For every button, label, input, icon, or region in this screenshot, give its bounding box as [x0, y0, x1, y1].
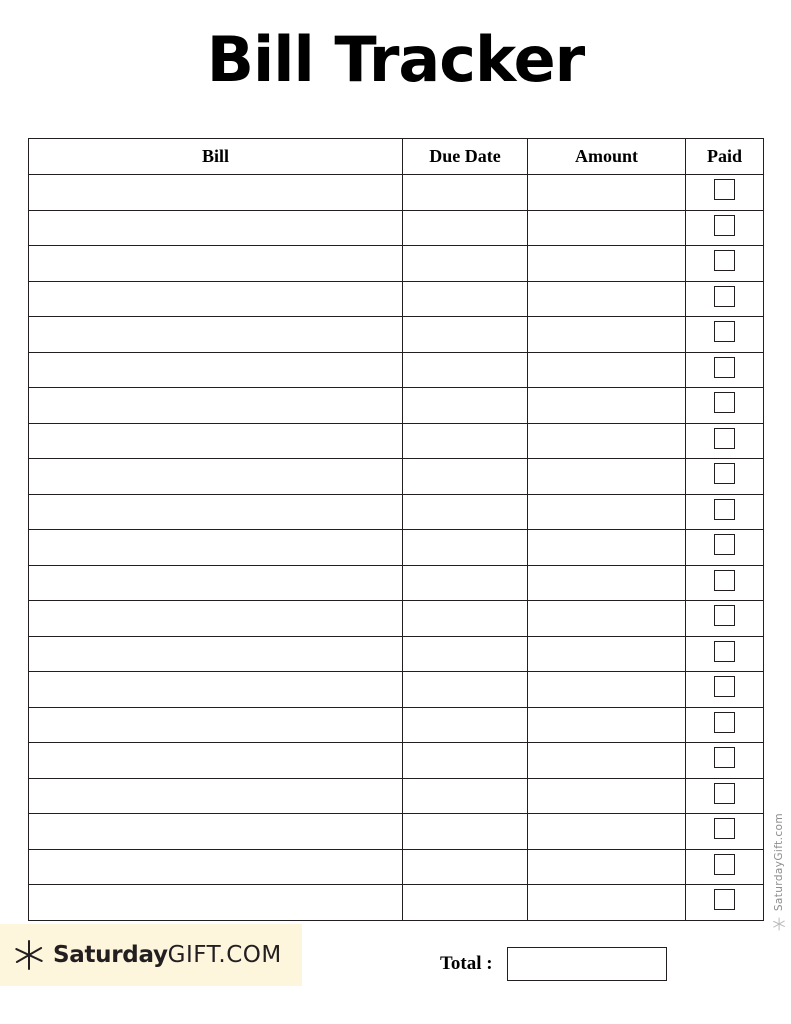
- cell-amount[interactable]: [528, 281, 686, 317]
- cell-bill[interactable]: [29, 246, 403, 282]
- table-row: [29, 494, 764, 530]
- table-row: [29, 175, 764, 211]
- cell-amount[interactable]: [528, 778, 686, 814]
- paid-checkbox[interactable]: [714, 250, 735, 271]
- cell-due-date[interactable]: [403, 210, 528, 246]
- table-row: [29, 210, 764, 246]
- paid-checkbox[interactable]: [714, 854, 735, 875]
- cell-due-date[interactable]: [403, 636, 528, 672]
- logo-text: [53, 942, 282, 968]
- table-row: [29, 707, 764, 743]
- table-row: [29, 636, 764, 672]
- cell-amount[interactable]: [528, 246, 686, 282]
- paid-checkbox[interactable]: [714, 357, 735, 378]
- cell-paid: [686, 352, 764, 388]
- cell-bill[interactable]: [29, 352, 403, 388]
- total-label: Total :: [440, 953, 493, 974]
- cell-due-date[interactable]: [403, 317, 528, 353]
- cell-paid: [686, 636, 764, 672]
- cell-due-date[interactable]: [403, 885, 528, 921]
- cell-bill[interactable]: [29, 814, 403, 850]
- table-row: [29, 885, 764, 921]
- paid-checkbox[interactable]: [714, 641, 735, 662]
- cell-bill[interactable]: [29, 423, 403, 459]
- cell-bill[interactable]: [29, 388, 403, 424]
- cell-due-date[interactable]: [403, 707, 528, 743]
- table-body: [29, 175, 764, 921]
- cell-due-date[interactable]: [403, 246, 528, 282]
- cell-amount[interactable]: [528, 210, 686, 246]
- column-header-bill: Bill: [29, 139, 403, 175]
- column-header-due-date: Due Date: [403, 139, 528, 175]
- cell-amount[interactable]: [528, 743, 686, 779]
- cell-bill[interactable]: [29, 743, 403, 779]
- total-row: [440, 947, 667, 981]
- cell-amount[interactable]: [528, 530, 686, 566]
- cell-due-date[interactable]: [403, 849, 528, 885]
- logo-text-s: S: [53, 942, 70, 968]
- cell-amount[interactable]: [528, 636, 686, 672]
- table-row: [29, 530, 764, 566]
- cell-due-date[interactable]: [403, 175, 528, 211]
- paid-checkbox[interactable]: [714, 215, 735, 236]
- cell-paid: [686, 175, 764, 211]
- table-row: [29, 317, 764, 353]
- cell-paid: [686, 423, 764, 459]
- cell-bill[interactable]: [29, 459, 403, 495]
- asterisk-flower-icon: [772, 917, 785, 930]
- cell-amount[interactable]: [528, 317, 686, 353]
- saturdaygift-logo: [14, 936, 282, 974]
- cell-amount[interactable]: [528, 849, 686, 885]
- table-row: [29, 281, 764, 317]
- cell-bill[interactable]: [29, 672, 403, 708]
- cell-paid: [686, 601, 764, 637]
- cell-amount[interactable]: [528, 175, 686, 211]
- cell-due-date[interactable]: [403, 459, 528, 495]
- paid-checkbox[interactable]: [714, 676, 735, 697]
- cell-bill[interactable]: [29, 849, 403, 885]
- cell-due-date[interactable]: [403, 565, 528, 601]
- cell-bill[interactable]: [29, 707, 403, 743]
- cell-amount[interactable]: [528, 459, 686, 495]
- paid-checkbox[interactable]: [714, 747, 735, 768]
- table-row: [29, 459, 764, 495]
- cell-paid: [686, 778, 764, 814]
- paid-checkbox[interactable]: [714, 712, 735, 733]
- cell-bill[interactable]: [29, 601, 403, 637]
- table-row: [29, 352, 764, 388]
- cell-paid: [686, 565, 764, 601]
- logo-text-gift: GIFT.COM: [167, 942, 282, 968]
- paid-checkbox[interactable]: [714, 179, 735, 200]
- cell-due-date[interactable]: [403, 778, 528, 814]
- cell-amount[interactable]: [528, 601, 686, 637]
- cell-paid: [686, 388, 764, 424]
- cell-paid: [686, 672, 764, 708]
- cell-amount[interactable]: [528, 707, 686, 743]
- paid-checkbox[interactable]: [714, 321, 735, 342]
- side-credit: [772, 790, 785, 930]
- paid-checkbox[interactable]: [714, 818, 735, 839]
- cell-paid: [686, 743, 764, 779]
- table-row: [29, 814, 764, 850]
- table-row: [29, 565, 764, 601]
- cell-due-date[interactable]: [403, 423, 528, 459]
- cell-due-date[interactable]: [403, 281, 528, 317]
- cell-paid: [686, 317, 764, 353]
- cell-amount[interactable]: [528, 672, 686, 708]
- cell-amount[interactable]: [528, 423, 686, 459]
- cell-amount[interactable]: [528, 885, 686, 921]
- logo-text-aturday: aturday: [69, 942, 168, 968]
- column-header-amount: Amount: [528, 139, 686, 175]
- table-row: [29, 246, 764, 282]
- paid-checkbox[interactable]: [714, 392, 735, 413]
- cell-due-date[interactable]: [403, 352, 528, 388]
- cell-paid: [686, 210, 764, 246]
- cell-due-date[interactable]: [403, 672, 528, 708]
- cell-paid: [686, 707, 764, 743]
- cell-bill[interactable]: [29, 636, 403, 672]
- cell-bill[interactable]: [29, 778, 403, 814]
- cell-paid: [686, 530, 764, 566]
- asterisk-flower-icon: [14, 940, 44, 970]
- cell-amount[interactable]: [528, 388, 686, 424]
- cell-paid: [686, 459, 764, 495]
- cell-bill[interactable]: [29, 530, 403, 566]
- table-row: [29, 423, 764, 459]
- total-input[interactable]: [507, 947, 667, 981]
- cell-due-date[interactable]: [403, 388, 528, 424]
- cell-paid: [686, 246, 764, 282]
- cell-bill[interactable]: [29, 885, 403, 921]
- cell-paid: [686, 814, 764, 850]
- paid-checkbox[interactable]: [714, 463, 735, 484]
- cell-due-date[interactable]: [403, 601, 528, 637]
- page-title: Bill Tracker: [206, 23, 585, 96]
- paid-checkbox[interactable]: [714, 499, 735, 520]
- cell-paid: [686, 281, 764, 317]
- cell-due-date[interactable]: [403, 530, 528, 566]
- table-row: [29, 778, 764, 814]
- cell-due-date[interactable]: [403, 814, 528, 850]
- cell-paid: [686, 494, 764, 530]
- paid-checkbox[interactable]: [714, 605, 735, 626]
- paid-checkbox[interactable]: [714, 428, 735, 449]
- cell-bill[interactable]: [29, 175, 403, 211]
- cell-due-date[interactable]: [403, 494, 528, 530]
- cell-bill[interactable]: [29, 565, 403, 601]
- column-header-paid: Paid: [686, 139, 764, 175]
- cell-bill[interactable]: [29, 281, 403, 317]
- cell-amount[interactable]: [528, 352, 686, 388]
- table-row: [29, 672, 764, 708]
- cell-amount[interactable]: [528, 565, 686, 601]
- cell-paid: [686, 885, 764, 921]
- cell-paid: [686, 849, 764, 885]
- cell-due-date[interactable]: [403, 743, 528, 779]
- side-credit-label: SaturdayGift.com: [772, 812, 785, 911]
- cell-amount[interactable]: [528, 814, 686, 850]
- paid-checkbox[interactable]: [714, 570, 735, 591]
- cell-amount[interactable]: [528, 494, 686, 530]
- table-row: [29, 601, 764, 637]
- bill-tracker-table-wrapper: [28, 138, 763, 921]
- table-header-row: [29, 139, 764, 175]
- cell-bill[interactable]: [29, 210, 403, 246]
- table-row: [29, 388, 764, 424]
- paid-checkbox[interactable]: [714, 286, 735, 307]
- cell-bill[interactable]: [29, 494, 403, 530]
- table-row: [29, 743, 764, 779]
- bill-tracker-table: [28, 138, 764, 921]
- paid-checkbox[interactable]: [714, 783, 735, 804]
- paid-checkbox[interactable]: [714, 534, 735, 555]
- table-row: [29, 849, 764, 885]
- paid-checkbox[interactable]: [714, 889, 735, 910]
- cell-bill[interactable]: [29, 317, 403, 353]
